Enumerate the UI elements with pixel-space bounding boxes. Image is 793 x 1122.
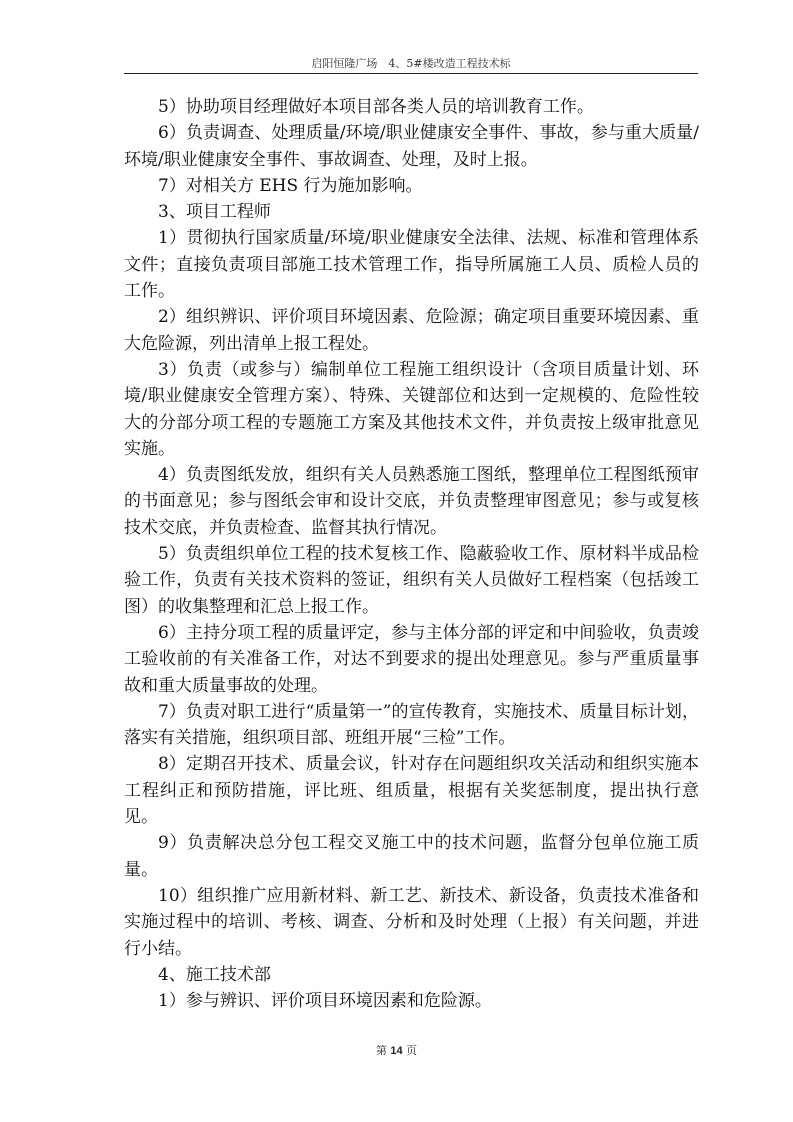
paragraph: 6）主持分项工程的质量评定，参与主体分部的评定和中间验收，负责竣工验收前的有关准备工作，对达不到要求的提出处理意见。参与严重质量事故和重大质量事故的处理。 <box>124 622 699 696</box>
paragraph: 2）组织辨识、评价项目环境因素、危险源；确定项目重要环境因素、重大危险源，列出清单上报工程处。 <box>124 307 699 354</box>
section-heading: 4、施工技术部 <box>158 964 271 985</box>
paragraph: 8）定期召开技术、质量会议，针对存在问题组织攻关活动和组织实施本工程纠正和预防措施，评比班、组质量，根据有关奖惩制度，提出执行意见。 <box>124 754 699 828</box>
paragraph: 9）负责解决总分包工程交叉施工中的技术问题，监督分包单位施工质量。 <box>124 833 699 880</box>
page-footer <box>0 1043 793 1059</box>
paragraph: 1）参与辨识、评价项目环境因素和危险源。 <box>158 991 492 1012</box>
footer-suffix: 页 <box>406 1044 418 1057</box>
paragraph: 5）负责组织单位工程的技术复核工作、隐蔽验收工作、原材料半成品检验工作，负责有关技术资料的签证，组织有关人员做好工程档案（包括竣工图）的收集整理和汇总上报工作。 <box>124 544 699 617</box>
section-heading: 3、项目工程师 <box>158 202 271 223</box>
paragraph: 6）负责调查、处理质量/环境/职业健康安全事件、事故，参与重大质量/环境/职业健康安全事件、事故调查、处理，及时上报。 <box>124 123 699 170</box>
document-body <box>124 94 699 1014</box>
paragraph: 1）贯彻执行国家质量/环境/职业健康安全法律、法规、标准和管理体系文件；直接负责项目部施工技术管理工作，指导所属施工人员、质检人员的工作。 <box>124 228 699 302</box>
paragraph: 10）组织推广应用新材料、新工艺、新技术、新设备，负责技术准备和实施过程中的培训、考核、调查、分析和及时处理（上报）有关问题，并进行小结。 <box>124 885 699 959</box>
paragraph: 4）负责图纸发放，组织有关人员熟悉施工图纸，整理单位工程图纸预审的书面意见；参与图纸会审和设计交底，并负责整理审图意见；参与或复核技术交底，并负责检查、监督其执行情况。 <box>124 465 699 538</box>
paragraph: 5）协助项目经理做好本项目部各类人员的培训教育工作。 <box>158 97 594 117</box>
footer-prefix: 第 <box>375 1044 387 1057</box>
page-number: 14 <box>390 1045 403 1057</box>
paragraph: 7）对相关方 EHS 行为施加影响。 <box>158 175 423 196</box>
page-header <box>124 55 698 74</box>
paragraph: 3）负责（或参与）编制单位工程施工组织设计（含项目质量计划、环境/职业健康安全管理方案）、特殊、关键部位和达到一定规模的、危险性较大的分部分项工程的专题施工方案及其他技术文件，并负责按上级审批意见实施。 <box>124 359 699 459</box>
header-title: 启阳恒隆广场 4、5#楼改造工程技术标 <box>311 57 511 70</box>
paragraph: 7）负责对职工进行“质量第一”的宣传教育，实施技术、质量目标计划，落实有关措施，组织项目部、班组开展“三检”工作。 <box>124 701 699 749</box>
